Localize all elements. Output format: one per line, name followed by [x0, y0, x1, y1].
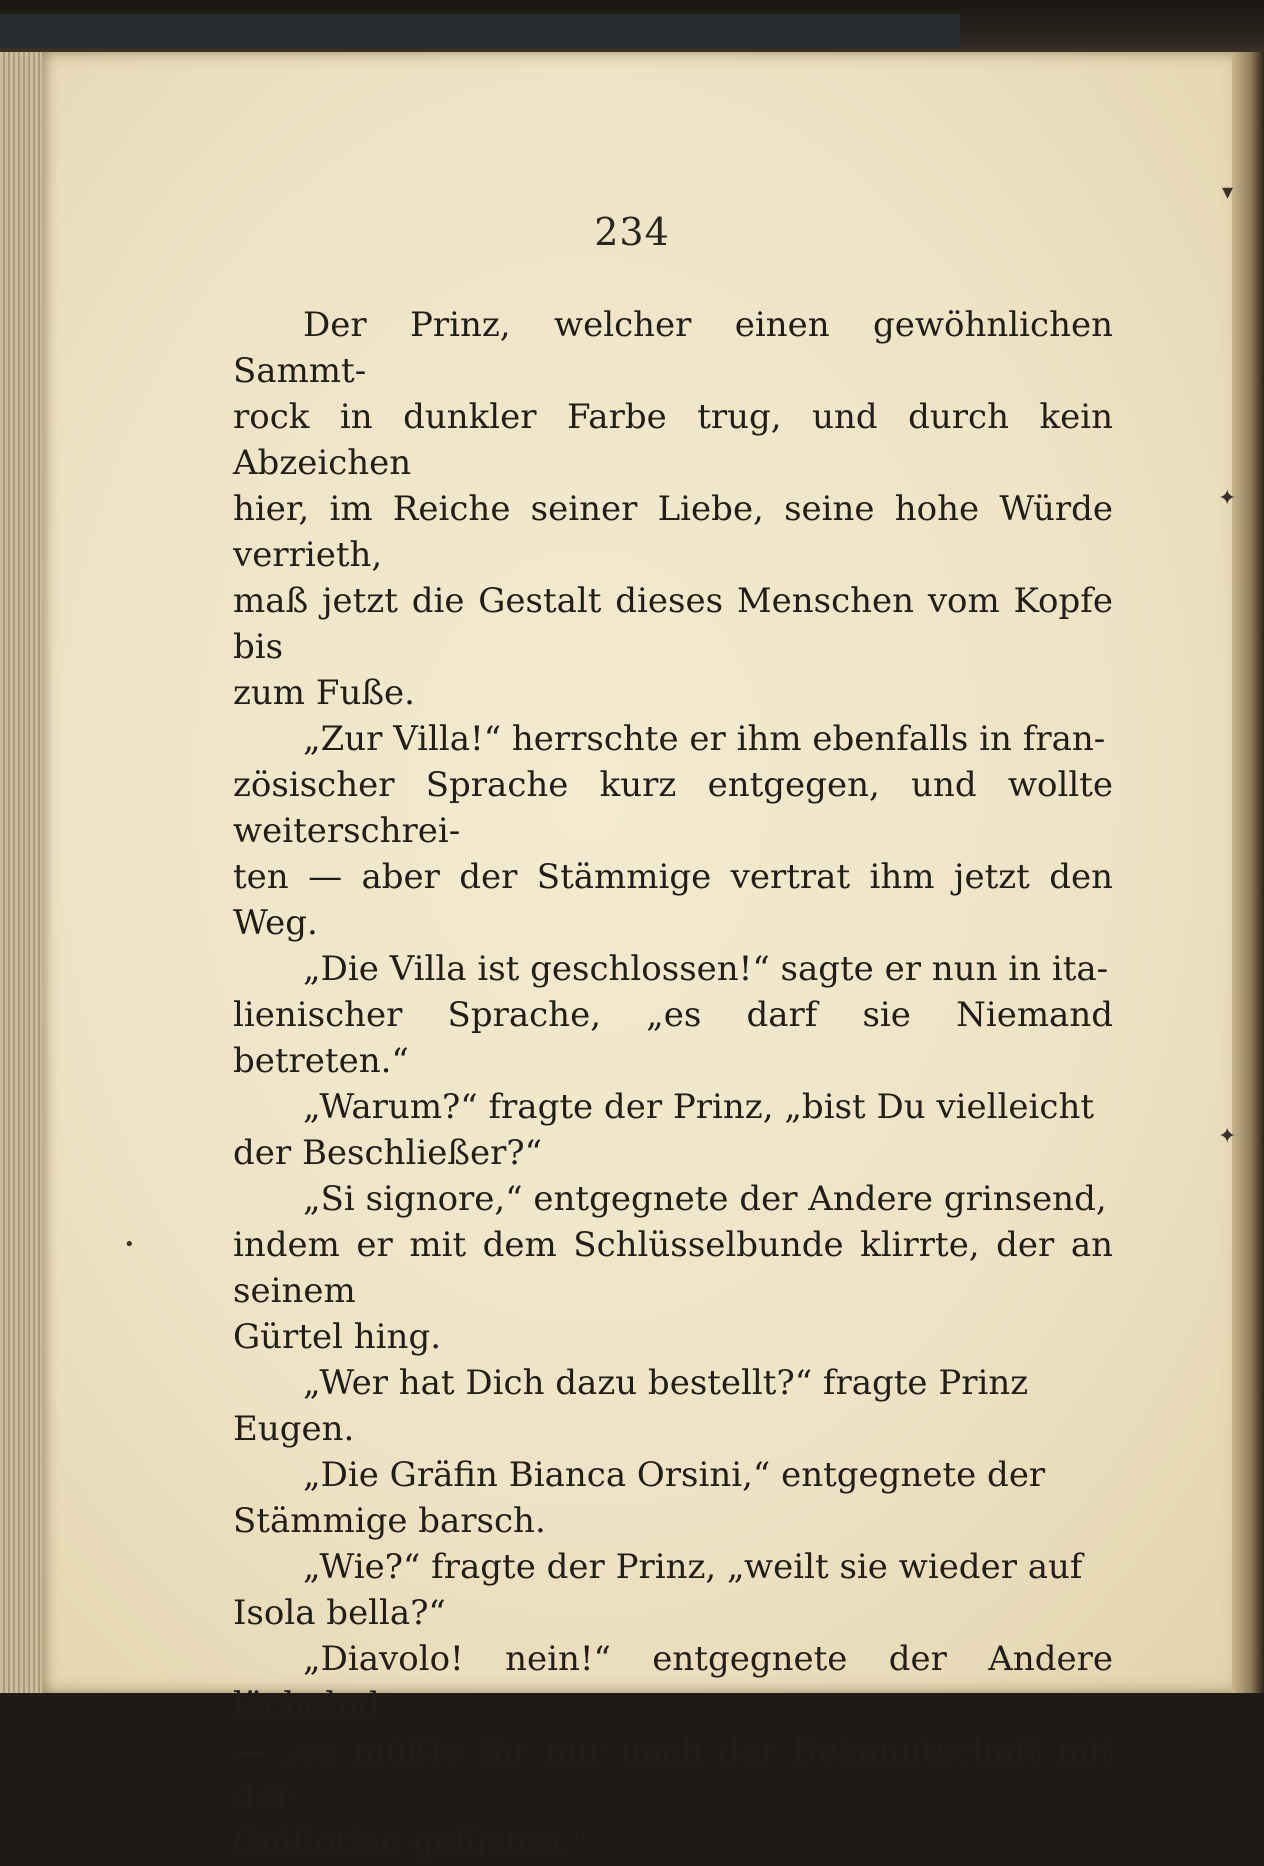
- margin-mark-icon: ✦: [1218, 486, 1237, 511]
- paragraph: [233, 1544, 1113, 1636]
- book-binding-top: [0, 0, 1264, 52]
- text-line: Gürtel hing.: [233, 1317, 442, 1357]
- page-stack-edge: [0, 52, 48, 1693]
- text-line: zösischer Sprache kurz entgegen, und wollte weiterschrei-: [233, 765, 1113, 851]
- text-line: „Si signore,“ entgegnete der Andere grinsend,: [303, 1179, 1107, 1219]
- text-line: rock in dunkler Farbe trug, und durch kein Abzeichen: [233, 397, 1113, 483]
- text-line: ten — aber der Stämmige vertrat ihm jetzt den Weg.: [233, 857, 1113, 943]
- text-line: Der Prinz, welcher einen gewöhnlichen Sammt-: [233, 305, 1113, 391]
- text-line: zum Fuße.: [233, 673, 415, 713]
- page-body-text: [233, 302, 1113, 1866]
- text-line: „Wie?“ fragte der Prinz, „weilt sie wieder auf: [303, 1547, 1083, 1587]
- paragraph: [233, 716, 1113, 946]
- margin-mark-icon: •: [124, 1234, 135, 1255]
- page-right-edge: [1232, 52, 1264, 1693]
- page-number: 234: [594, 210, 670, 254]
- text-line: „Die Villa ist geschlossen!“ sagte er nun in ita-: [303, 949, 1109, 989]
- text-line: indem er mit dem Schlüsselbunde klirrte, der an seinem: [233, 1225, 1113, 1311]
- text-line: „Warum?“ fragte der Prinz, „bist Du vielleicht: [303, 1087, 1094, 1127]
- text-line: Isola bella?“: [233, 1593, 446, 1633]
- text-line: hier, im Reiche seiner Liebe, seine hohe Würde verrieth,: [233, 489, 1113, 575]
- text-line: lienischer Sprache, „es darf sie Niemand betreten.“: [233, 995, 1113, 1081]
- paragraph: [233, 1084, 1113, 1176]
- paragraph: [233, 1360, 1113, 1452]
- margin-mark-icon: ✦: [1218, 1124, 1237, 1149]
- text-line: „Wer hat Dich dazu bestellt?“ fragte Prinz: [303, 1363, 1029, 1403]
- paragraph: [233, 946, 1113, 1084]
- margin-mark-icon: ▾: [1222, 180, 1234, 205]
- text-line: Stämmige barsch.: [233, 1501, 546, 1541]
- binding-strip: [0, 14, 960, 48]
- text-line: — „es müßte ihr nur nach der Bekanntschaft mit der: [233, 1731, 1113, 1817]
- text-line: „Zur Villa!“ herrschte er ihm ebenfalls in fran-: [303, 719, 1106, 759]
- text-line: maß jetzt die Gestalt dieses Menschen vom Kopfe bis: [233, 581, 1113, 667]
- paragraph: [233, 302, 1113, 716]
- text-line: Guillotine gelüsten.“: [233, 1823, 589, 1863]
- paragraph: [233, 1176, 1113, 1360]
- text-line: „Die Gräfin Bianca Orsini,“ entgegnete der: [303, 1455, 1046, 1495]
- paragraph: [233, 1636, 1113, 1866]
- text-line: der Beschließer?“: [233, 1133, 543, 1173]
- text-line: Eugen.: [233, 1409, 355, 1449]
- text-line: „Diavolo! nein!“ entgegnete der Andere lächelnd: [233, 1639, 1113, 1725]
- paragraph: [233, 1452, 1113, 1544]
